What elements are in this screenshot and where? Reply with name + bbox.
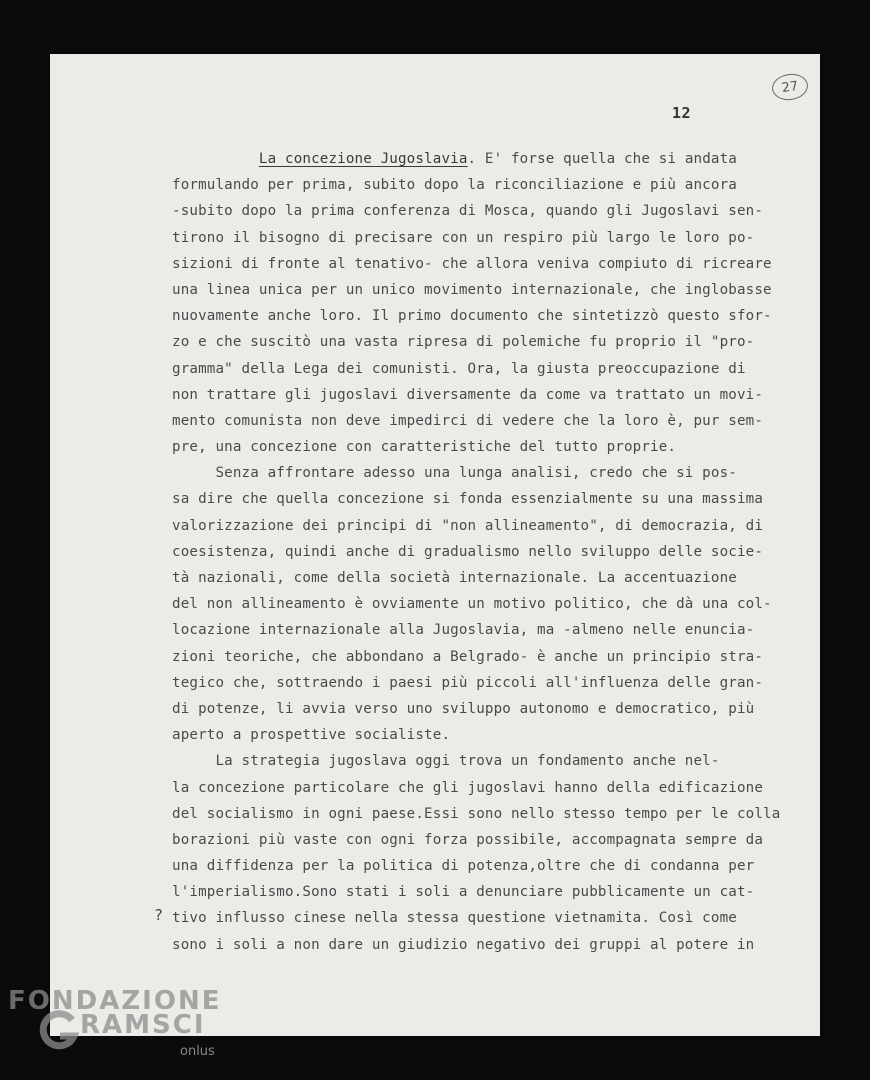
text-line: tirono il bisogno di precisare con un respiro più largo le loro po- bbox=[172, 229, 755, 246]
text-line: di potenze, li avvia verso uno sviluppo autonomo e democratico, più bbox=[172, 700, 755, 717]
text-line: borazioni più vaste con ogni forza possibile, accompagnata sempre da bbox=[172, 831, 764, 848]
archive-stamp: 27 bbox=[770, 72, 809, 103]
text-line: pre, una concezione con caratteristiche del tutto proprie. bbox=[172, 439, 677, 456]
text-line: l'imperialismo.Sono stati i soli a denunciare pubblicamente un cat- bbox=[172, 884, 755, 901]
watermark-g-logo-icon bbox=[38, 1010, 80, 1052]
text-line: tà nazionali, come della società internazionale. La accentuazione bbox=[172, 570, 737, 586]
text-line: zo e che suscitò una vasta ripresa di polemiche fu proprio il "pro- bbox=[172, 334, 755, 351]
text-line: -subito dopo la prima conferenza di Mosca, quando gli Jugoslavi sen- bbox=[172, 203, 764, 220]
text-line: La strategia jugoslava oggi trova un fondamento anche nel- bbox=[172, 753, 720, 770]
text-line: sono i soli a non dare un giudizio negativo dei gruppi al potere in bbox=[172, 936, 755, 953]
text-line: gramma" della Lega dei comunisti. Ora, la giusta preoccupazione di bbox=[172, 360, 746, 377]
text-line: aperto a prospettive socialiste. bbox=[172, 727, 451, 744]
margin-annotation: ? bbox=[154, 906, 164, 924]
text-line: la concezione particolare che gli jugoslavi hanno della edificazione bbox=[172, 779, 764, 796]
text-line: una linea unica per un unico movimento internazionale, che inglobasse bbox=[172, 281, 772, 298]
text-line: non trattare gli jugoslavi diversamente da come va trattato un movi- bbox=[172, 386, 764, 403]
text-line: una diffidenza per la politica di potenza,oltre che di condanna per bbox=[172, 858, 755, 875]
typewritten-text bbox=[172, 146, 812, 958]
text-line bbox=[172, 146, 812, 172]
text-line: locazione internazionale alla Jugoslavia, ma -almeno nelle enuncia- bbox=[172, 622, 755, 639]
text-lines bbox=[172, 172, 812, 958]
watermark-suffix: onlus bbox=[180, 1044, 215, 1059]
watermark-subtitle: RAMSCI bbox=[80, 1010, 206, 1040]
text-line: formulando per prima, subito dopo la riconciliazione e più ancora bbox=[172, 177, 737, 194]
text-line: tegico che, sottraendo i paesi più piccoli all'influenza delle gran- bbox=[172, 674, 764, 691]
foundation-watermark bbox=[4, 984, 224, 1080]
text-line: zioni teoriche, che abbondano a Belgrado- è anche un principio stra- bbox=[172, 648, 764, 665]
text-line: coesistenza, quindi anche di gradualismo nello sviluppo delle socie- bbox=[172, 543, 764, 560]
page-number: 12 bbox=[672, 104, 692, 122]
text-line: sa dire che quella concezione si fonda essenzialmente su una massima bbox=[172, 491, 764, 508]
text-line: valorizzazione dei principi di "non allineamento", di democrazia, di bbox=[172, 517, 764, 534]
text-line: Senza affrontare adesso una lunga analisi, credo che si pos- bbox=[172, 465, 737, 482]
section-heading: La concezione Jugoslavia bbox=[258, 151, 468, 167]
watermark-title: FONDAZIONE bbox=[8, 986, 222, 1016]
text-line: nuovamente anche loro. Il primo documento che sintetizzò questo sfor- bbox=[172, 308, 772, 325]
text-line: mento comunista non deve impedirci di vedere che la loro è, pur sem- bbox=[172, 412, 764, 429]
text-line: del socialismo in ogni paese.Essi sono nello stesso tempo per le colla bbox=[172, 805, 781, 822]
text-line: tivo influsso cinese nella stessa questione vietnamita. Così come bbox=[172, 910, 737, 927]
heading-continuation: . E' forse quella che si andata bbox=[467, 151, 737, 167]
text-line: sizioni di fronte al tenativo- che allora veniva compiuto di ricreare bbox=[172, 255, 772, 272]
text-line: del non allineamento è ovviamente un motivo politico, che dà una col- bbox=[172, 596, 772, 613]
